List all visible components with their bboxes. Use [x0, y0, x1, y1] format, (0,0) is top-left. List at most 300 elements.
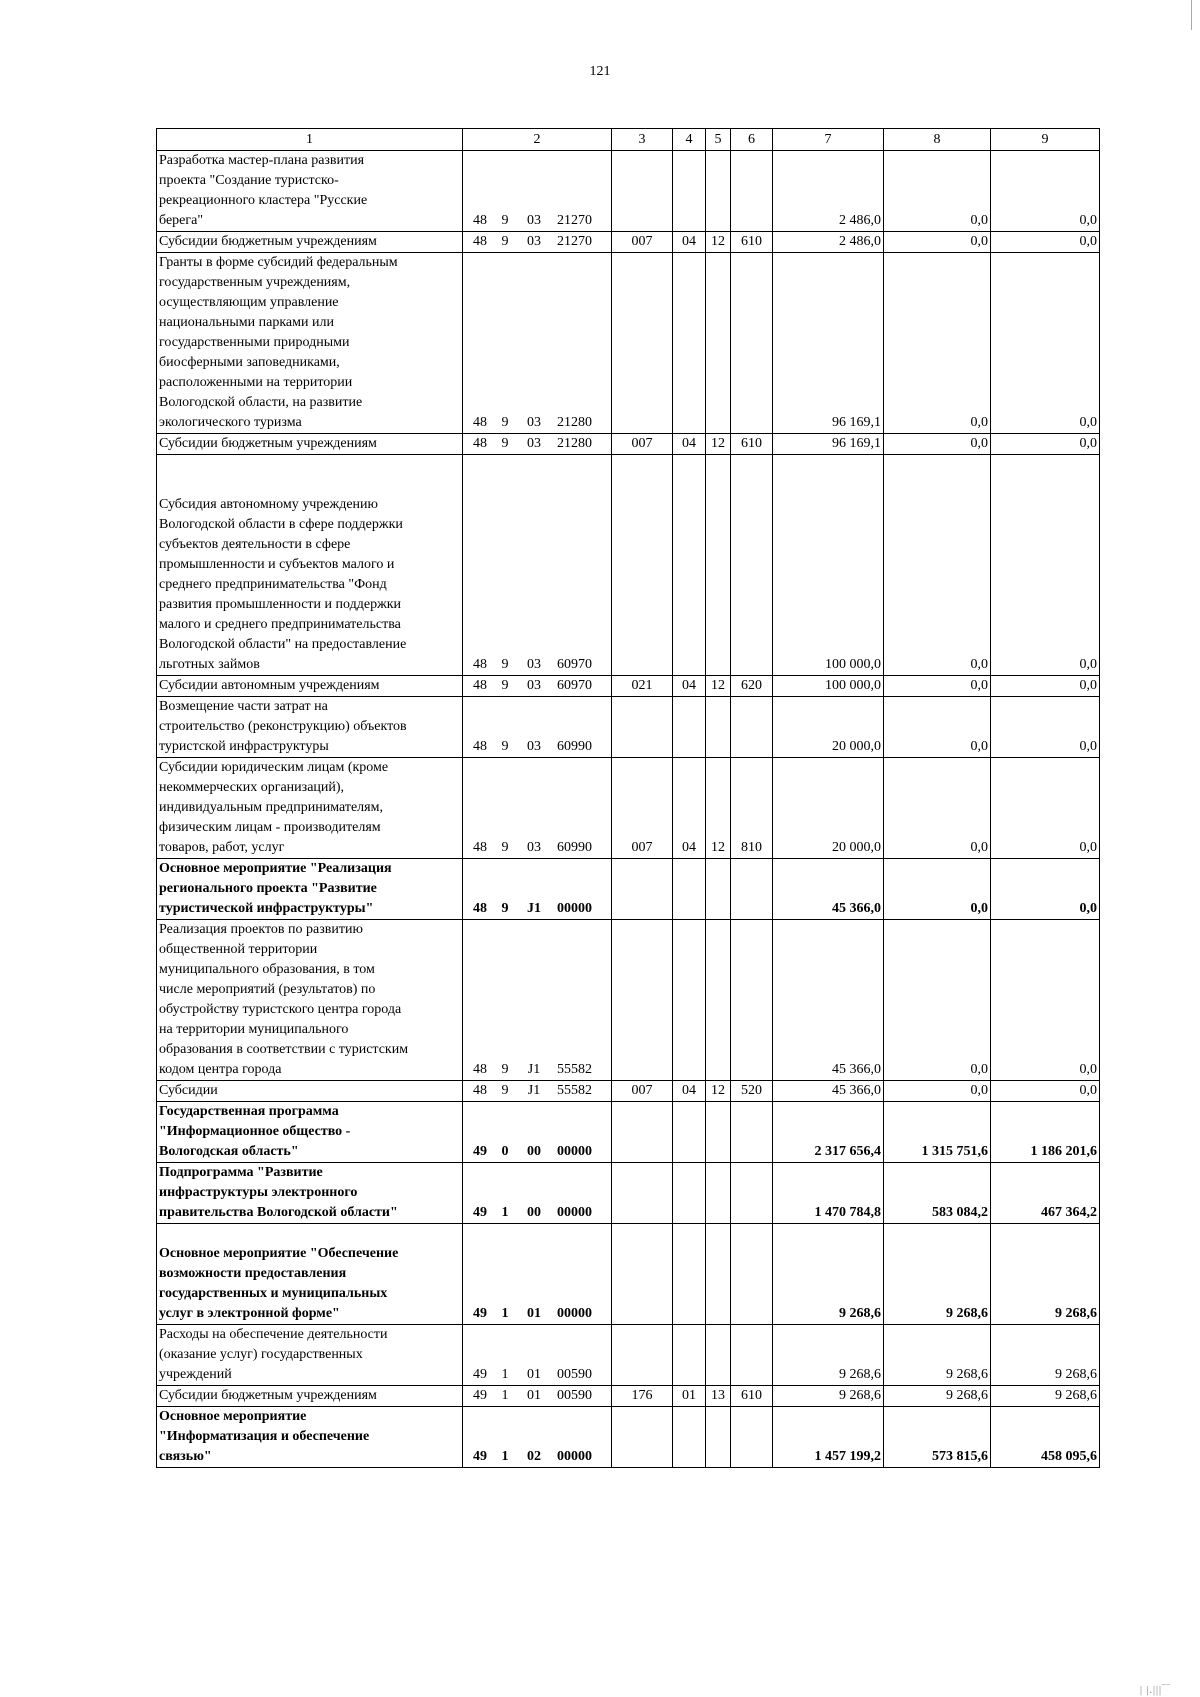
- program-code: [463, 253, 612, 434]
- row-name: [157, 1163, 463, 1224]
- code-part: 03: [527, 678, 541, 693]
- row-name-line: [159, 1224, 460, 1244]
- row-name-line: Вологодская область": [159, 1144, 299, 1159]
- row-name-line: [159, 455, 460, 475]
- col-5: 12: [706, 232, 731, 253]
- row-name-line: правительства Вологодской области": [159, 1205, 398, 1220]
- code-part: 60970: [557, 657, 592, 672]
- amount-col-7: 20 000,0: [773, 697, 884, 758]
- col-5: [706, 455, 731, 676]
- table-row: [157, 859, 1100, 920]
- row-name-line: Государственная программа: [159, 1104, 339, 1119]
- row-name-line: общественной территории: [159, 942, 318, 957]
- row-name: [157, 1224, 463, 1325]
- amount-col-9: 9 268,6: [991, 1325, 1100, 1386]
- col-3: [612, 455, 673, 676]
- col-5: 12: [706, 434, 731, 455]
- code-part: 48: [473, 1083, 487, 1098]
- row-name: [157, 1081, 463, 1102]
- table-row: [157, 1163, 1100, 1224]
- amount-col-8: 0,0: [884, 676, 991, 697]
- col-3: [612, 1325, 673, 1386]
- amount-col-8: 0,0: [884, 253, 991, 434]
- row-name-line: осуществляющим управление: [159, 295, 339, 310]
- row-name: [157, 859, 463, 920]
- amount-col-8: 583 084,2: [884, 1163, 991, 1224]
- row-name-line: некоммерческих организаций),: [159, 780, 345, 795]
- col-6: 620: [731, 676, 773, 697]
- code-part: 01: [527, 1367, 541, 1382]
- col-6: [731, 455, 773, 676]
- amount-col-7: 45 366,0: [773, 1081, 884, 1102]
- code-part: 48: [473, 739, 487, 754]
- amount-col-7: 45 366,0: [773, 859, 884, 920]
- col-6: [731, 1224, 773, 1325]
- program-code: [463, 920, 612, 1081]
- code-part: 00000: [557, 901, 592, 916]
- budget-table: [156, 128, 1100, 1468]
- row-name-line: экологического туризма: [159, 415, 302, 430]
- row-name-line: Субсидии юридическим лицам (кроме: [159, 760, 389, 775]
- amount-col-7: 2 317 656,4: [773, 1102, 884, 1163]
- row-name: [157, 253, 463, 434]
- col-4: [673, 1224, 706, 1325]
- table-row: [157, 758, 1100, 859]
- col-4: [673, 1325, 706, 1386]
- col-4: [673, 253, 706, 434]
- row-name: [157, 434, 463, 455]
- program-code: [463, 434, 612, 455]
- col-3: [612, 151, 673, 232]
- code-part: 00000: [557, 1306, 592, 1321]
- code-part: J1: [527, 901, 541, 916]
- amount-col-8: 0,0: [884, 697, 991, 758]
- col-4: [673, 920, 706, 1081]
- code-part: 21270: [557, 213, 592, 228]
- col-5: [706, 253, 731, 434]
- code-part: 48: [473, 436, 487, 451]
- amount-col-7: 9 268,6: [773, 1325, 884, 1386]
- col-3: 007: [612, 758, 673, 859]
- program-code: [463, 151, 612, 232]
- code-part: 1: [501, 1388, 509, 1403]
- row-name-line: строительство (реконструкцию) объектов: [159, 719, 407, 734]
- col-3: 007: [612, 434, 673, 455]
- program-code: [463, 1407, 612, 1468]
- col-6: [731, 697, 773, 758]
- row-name-line: Возмещение части затрат на: [159, 699, 328, 714]
- col-4: [673, 455, 706, 676]
- col-6: 520: [731, 1081, 773, 1102]
- amount-col-9: 0,0: [991, 455, 1100, 676]
- col-5: [706, 920, 731, 1081]
- row-name-line: Расходы на обеспечение деятельности: [159, 1327, 388, 1342]
- amount-col-8: 9 268,6: [884, 1386, 991, 1407]
- amount-col-7: 9 268,6: [773, 1386, 884, 1407]
- row-name-line: Вологодской области, на развитие: [159, 395, 363, 410]
- page-number: 121: [589, 64, 611, 79]
- code-part: 00000: [557, 1144, 592, 1159]
- header-row: [157, 129, 1100, 151]
- row-name-line: государственных и муниципальных: [159, 1286, 388, 1301]
- col-6: 810: [731, 758, 773, 859]
- row-name-line: учреждений: [159, 1367, 232, 1382]
- code-part: 02: [527, 1449, 541, 1464]
- row-name-line: (оказание услуг) государственных: [159, 1347, 363, 1362]
- program-code: [463, 676, 612, 697]
- program-code: [463, 1386, 612, 1407]
- row-name-line: индивидуальным предпринимателям,: [159, 800, 383, 815]
- code-part: 9: [501, 678, 509, 693]
- code-part: 03: [527, 213, 541, 228]
- row-name-line: числе мероприятий (результатов) по: [159, 982, 376, 997]
- code-part: 48: [473, 678, 487, 693]
- code-part: 48: [473, 901, 487, 916]
- row-name-line: туристской инфраструктуры: [159, 739, 329, 754]
- col-5: [706, 1325, 731, 1386]
- col-6: [731, 1325, 773, 1386]
- row-name-line: на территории муниципального: [159, 1022, 349, 1037]
- amount-col-9: 1 186 201,6: [991, 1102, 1100, 1163]
- code-part: 9: [501, 436, 509, 451]
- amount-col-7: 96 169,1: [773, 253, 884, 434]
- row-name-line: физическим лицам - производителям: [159, 820, 381, 835]
- row-name: [157, 758, 463, 859]
- amount-col-9: 0,0: [991, 697, 1100, 758]
- edge-mark: [1191, 0, 1192, 30]
- amount-col-9: 467 364,2: [991, 1163, 1100, 1224]
- code-part: 00: [527, 1205, 541, 1220]
- col-4: [673, 1102, 706, 1163]
- amount-col-7: 20 000,0: [773, 758, 884, 859]
- code-part: 60970: [557, 678, 592, 693]
- amount-col-9: 0,0: [991, 232, 1100, 253]
- header-cell: 4: [673, 129, 706, 151]
- col-4: 01: [673, 1386, 706, 1407]
- amount-col-8: 0,0: [884, 232, 991, 253]
- code-part: 49: [473, 1388, 487, 1403]
- code-part: 03: [527, 415, 541, 430]
- table-row: [157, 1081, 1100, 1102]
- program-code: [463, 758, 612, 859]
- code-part: 49: [473, 1449, 487, 1464]
- amount-col-8: 0,0: [884, 455, 991, 676]
- code-part: 1: [501, 1205, 509, 1220]
- code-part: 01: [527, 1306, 541, 1321]
- col-6: [731, 859, 773, 920]
- code-part: 9: [501, 840, 509, 855]
- col-5: [706, 1224, 731, 1325]
- row-name: [157, 676, 463, 697]
- code-part: 49: [473, 1367, 487, 1382]
- col-5: [706, 859, 731, 920]
- row-name-line: Основное мероприятие "Обеспечение: [159, 1246, 399, 1261]
- amount-col-7: 2 486,0: [773, 232, 884, 253]
- program-code: [463, 697, 612, 758]
- col-4: [673, 1407, 706, 1468]
- program-code: [463, 1102, 612, 1163]
- col-3: [612, 1163, 673, 1224]
- row-name-line: [159, 475, 460, 495]
- code-part: 48: [473, 657, 487, 672]
- row-name: [157, 151, 463, 232]
- header-cell: 1: [157, 129, 463, 151]
- col-3: 176: [612, 1386, 673, 1407]
- code-part: J1: [527, 1083, 541, 1098]
- amount-col-9: 0,0: [991, 676, 1100, 697]
- header-cell: 5: [706, 129, 731, 151]
- code-part: 21270: [557, 234, 592, 249]
- row-name-line: субъектов деятельности в сфере: [159, 537, 351, 552]
- row-name-line: среднего предпринимательства "Фонд: [159, 577, 387, 592]
- code-part: 00590: [557, 1388, 592, 1403]
- row-name-line: Субсидии бюджетным учреждениям: [159, 1388, 377, 1403]
- code-part: 9: [501, 901, 509, 916]
- table-row: [157, 697, 1100, 758]
- row-name-line: регионального проекта "Развитие: [159, 881, 377, 896]
- header-cell: 8: [884, 129, 991, 151]
- row-name-line: возможности предоставления: [159, 1266, 347, 1281]
- col-3: 007: [612, 232, 673, 253]
- footer-scan-mark: | |.|||‾‾: [1140, 1685, 1171, 1696]
- row-name: [157, 455, 463, 676]
- code-part: 9: [501, 1062, 509, 1077]
- code-part: 9: [501, 657, 509, 672]
- amount-col-8: 0,0: [884, 758, 991, 859]
- col-5: 13: [706, 1386, 731, 1407]
- col-4: 04: [673, 232, 706, 253]
- row-name-line: Субсидии автономным учреждениям: [159, 678, 380, 693]
- code-part: 48: [473, 213, 487, 228]
- row-name-line: расположенными на территории: [159, 375, 353, 390]
- amount-col-9: 0,0: [991, 758, 1100, 859]
- amount-col-8: 9 268,6: [884, 1224, 991, 1325]
- header-cell: 2: [463, 129, 612, 151]
- col-6: [731, 1407, 773, 1468]
- amount-col-8: 0,0: [884, 920, 991, 1081]
- code-part: 49: [473, 1144, 487, 1159]
- table-row: [157, 1224, 1100, 1325]
- code-part: 03: [527, 657, 541, 672]
- amount-col-9: 9 268,6: [991, 1386, 1100, 1407]
- col-4: [673, 859, 706, 920]
- header-cell: 6: [731, 129, 773, 151]
- table-row: [157, 151, 1100, 232]
- row-name-line: туристической инфраструктуры": [159, 901, 374, 916]
- code-part: 49: [473, 1306, 487, 1321]
- code-part: 1: [501, 1367, 509, 1382]
- col-6: [731, 1102, 773, 1163]
- row-name-line: Основное мероприятие "Реализация: [159, 861, 392, 876]
- program-code: [463, 1224, 612, 1325]
- program-code: [463, 1325, 612, 1386]
- code-part: 55582: [557, 1083, 592, 1098]
- table-row: [157, 676, 1100, 697]
- code-part: 9: [501, 415, 509, 430]
- amount-col-8: 9 268,6: [884, 1325, 991, 1386]
- row-name-line: "Информационное общество -: [159, 1124, 351, 1139]
- code-part: 60990: [557, 739, 592, 754]
- col-6: [731, 1163, 773, 1224]
- row-name: [157, 697, 463, 758]
- col-6: 610: [731, 232, 773, 253]
- code-part: 9: [501, 213, 509, 228]
- code-part: 00590: [557, 1367, 592, 1382]
- row-name-line: малого и среднего предпринимательства: [159, 617, 401, 632]
- program-code: [463, 455, 612, 676]
- row-name-line: Субсидии бюджетным учреждениям: [159, 234, 377, 249]
- col-3: [612, 1407, 673, 1468]
- program-code: [463, 232, 612, 253]
- amount-col-7: 45 366,0: [773, 920, 884, 1081]
- amount-col-8: 1 315 751,6: [884, 1102, 991, 1163]
- amount-col-8: 0,0: [884, 1081, 991, 1102]
- row-name-line: Подпрограмма "Развитие: [159, 1165, 323, 1180]
- col-3: 007: [612, 1081, 673, 1102]
- row-name-line: проекта "Создание туристско-: [159, 173, 339, 188]
- row-name-line: обустройству туристского центра города: [159, 1002, 402, 1017]
- table-row: [157, 434, 1100, 455]
- col-3: [612, 697, 673, 758]
- code-part: 03: [527, 234, 541, 249]
- code-part: 55582: [557, 1062, 592, 1077]
- row-name-line: развития промышленности и поддержки: [159, 597, 402, 612]
- row-name-line: услуг в электронной форме": [159, 1306, 340, 1321]
- row-name-line: муниципального образования, в том: [159, 962, 375, 977]
- col-5: [706, 1407, 731, 1468]
- row-name-line: Вологодской области" на предоставление: [159, 637, 407, 652]
- col-5: 12: [706, 1081, 731, 1102]
- table-row: [157, 920, 1100, 1081]
- row-name-line: кодом центра города: [159, 1062, 282, 1077]
- code-part: 1: [501, 1306, 509, 1321]
- amount-col-9: 9 268,6: [991, 1224, 1100, 1325]
- col-3: [612, 920, 673, 1081]
- header-cell: 7: [773, 129, 884, 151]
- col-4: 04: [673, 1081, 706, 1102]
- row-name-line: Реализация проектов по развитию: [159, 922, 363, 937]
- col-3: 021: [612, 676, 673, 697]
- table-row: [157, 1102, 1100, 1163]
- row-name-line: Субсидия автономному учреждению: [159, 497, 378, 512]
- col-5: [706, 1163, 731, 1224]
- amount-col-7: 1 470 784,8: [773, 1163, 884, 1224]
- code-part: 03: [527, 840, 541, 855]
- amount-col-8: 0,0: [884, 151, 991, 232]
- code-part: 1: [501, 1449, 509, 1464]
- table-row: [157, 232, 1100, 253]
- row-name-line: Субсидии бюджетным учреждениям: [159, 436, 377, 451]
- row-name: [157, 920, 463, 1081]
- col-4: 04: [673, 434, 706, 455]
- amount-col-9: 0,0: [991, 151, 1100, 232]
- amount-col-7: 1 457 199,2: [773, 1407, 884, 1468]
- code-part: 00000: [557, 1449, 592, 1464]
- amount-col-7: 100 000,0: [773, 676, 884, 697]
- row-name: [157, 1325, 463, 1386]
- amount-col-9: 0,0: [991, 434, 1100, 455]
- code-part: 21280: [557, 436, 592, 451]
- col-3: [612, 253, 673, 434]
- code-part: 60990: [557, 840, 592, 855]
- table-row: [157, 1386, 1100, 1407]
- program-code: [463, 1163, 612, 1224]
- row-name-line: инфраструктуры электронного: [159, 1185, 358, 1200]
- row-name-line: Субсидии: [159, 1083, 218, 1098]
- code-part: 0: [501, 1144, 509, 1159]
- col-4: [673, 151, 706, 232]
- code-part: 48: [473, 1062, 487, 1077]
- row-name-line: берега": [159, 213, 204, 228]
- row-name-line: "Информатизация и обеспечение: [159, 1429, 370, 1444]
- row-name-line: промышленности и субъектов малого и: [159, 557, 395, 572]
- amount-col-8: 573 815,6: [884, 1407, 991, 1468]
- col-3: [612, 1102, 673, 1163]
- code-part: 48: [473, 415, 487, 430]
- program-code: [463, 859, 612, 920]
- program-code: [463, 1081, 612, 1102]
- code-part: 9: [501, 1083, 509, 1098]
- row-name: [157, 1407, 463, 1468]
- amount-col-8: 0,0: [884, 434, 991, 455]
- code-part: 48: [473, 840, 487, 855]
- col-3: [612, 859, 673, 920]
- amount-col-9: 0,0: [991, 253, 1100, 434]
- code-part: 9: [501, 234, 509, 249]
- code-part: 03: [527, 436, 541, 451]
- row-name-line: Основное мероприятие: [159, 1409, 307, 1424]
- col-4: [673, 697, 706, 758]
- amount-col-7: 100 000,0: [773, 455, 884, 676]
- amount-col-9: 0,0: [991, 1081, 1100, 1102]
- code-part: 21280: [557, 415, 592, 430]
- header-cell: 3: [612, 129, 673, 151]
- row-name-line: Разработка мастер-плана развития: [159, 153, 365, 168]
- row-name-line: государственным учреждениям,: [159, 275, 351, 290]
- col-5: 12: [706, 758, 731, 859]
- amount-col-9: 458 095,6: [991, 1407, 1100, 1468]
- row-name-line: товаров, работ, услуг: [159, 840, 285, 855]
- row-name-line: связью": [159, 1449, 212, 1464]
- code-part: J1: [527, 1062, 541, 1077]
- table-row: [157, 1407, 1100, 1468]
- row-name-line: Вологодской области в сфере поддержки: [159, 517, 403, 532]
- amount-col-7: 96 169,1: [773, 434, 884, 455]
- row-name-line: биосферными заповедниками,: [159, 355, 340, 370]
- amount-col-9: 0,0: [991, 920, 1100, 1081]
- code-part: 48: [473, 234, 487, 249]
- table-row: [157, 455, 1100, 676]
- col-6: [731, 253, 773, 434]
- row-name-line: льготных займов: [159, 657, 260, 672]
- col-6: 610: [731, 1386, 773, 1407]
- row-name: [157, 1386, 463, 1407]
- code-part: 9: [501, 739, 509, 754]
- amount-col-9: 0,0: [991, 859, 1100, 920]
- col-5: 12: [706, 676, 731, 697]
- col-3: [612, 1224, 673, 1325]
- row-name-line: национальными парками или: [159, 315, 334, 330]
- col-6: [731, 151, 773, 232]
- amount-col-7: 9 268,6: [773, 1224, 884, 1325]
- code-part: 00000: [557, 1205, 592, 1220]
- code-part: 01: [527, 1388, 541, 1403]
- code-part: 49: [473, 1205, 487, 1220]
- col-6: 610: [731, 434, 773, 455]
- amount-col-7: 2 486,0: [773, 151, 884, 232]
- amount-col-8: 0,0: [884, 859, 991, 920]
- col-4: 04: [673, 676, 706, 697]
